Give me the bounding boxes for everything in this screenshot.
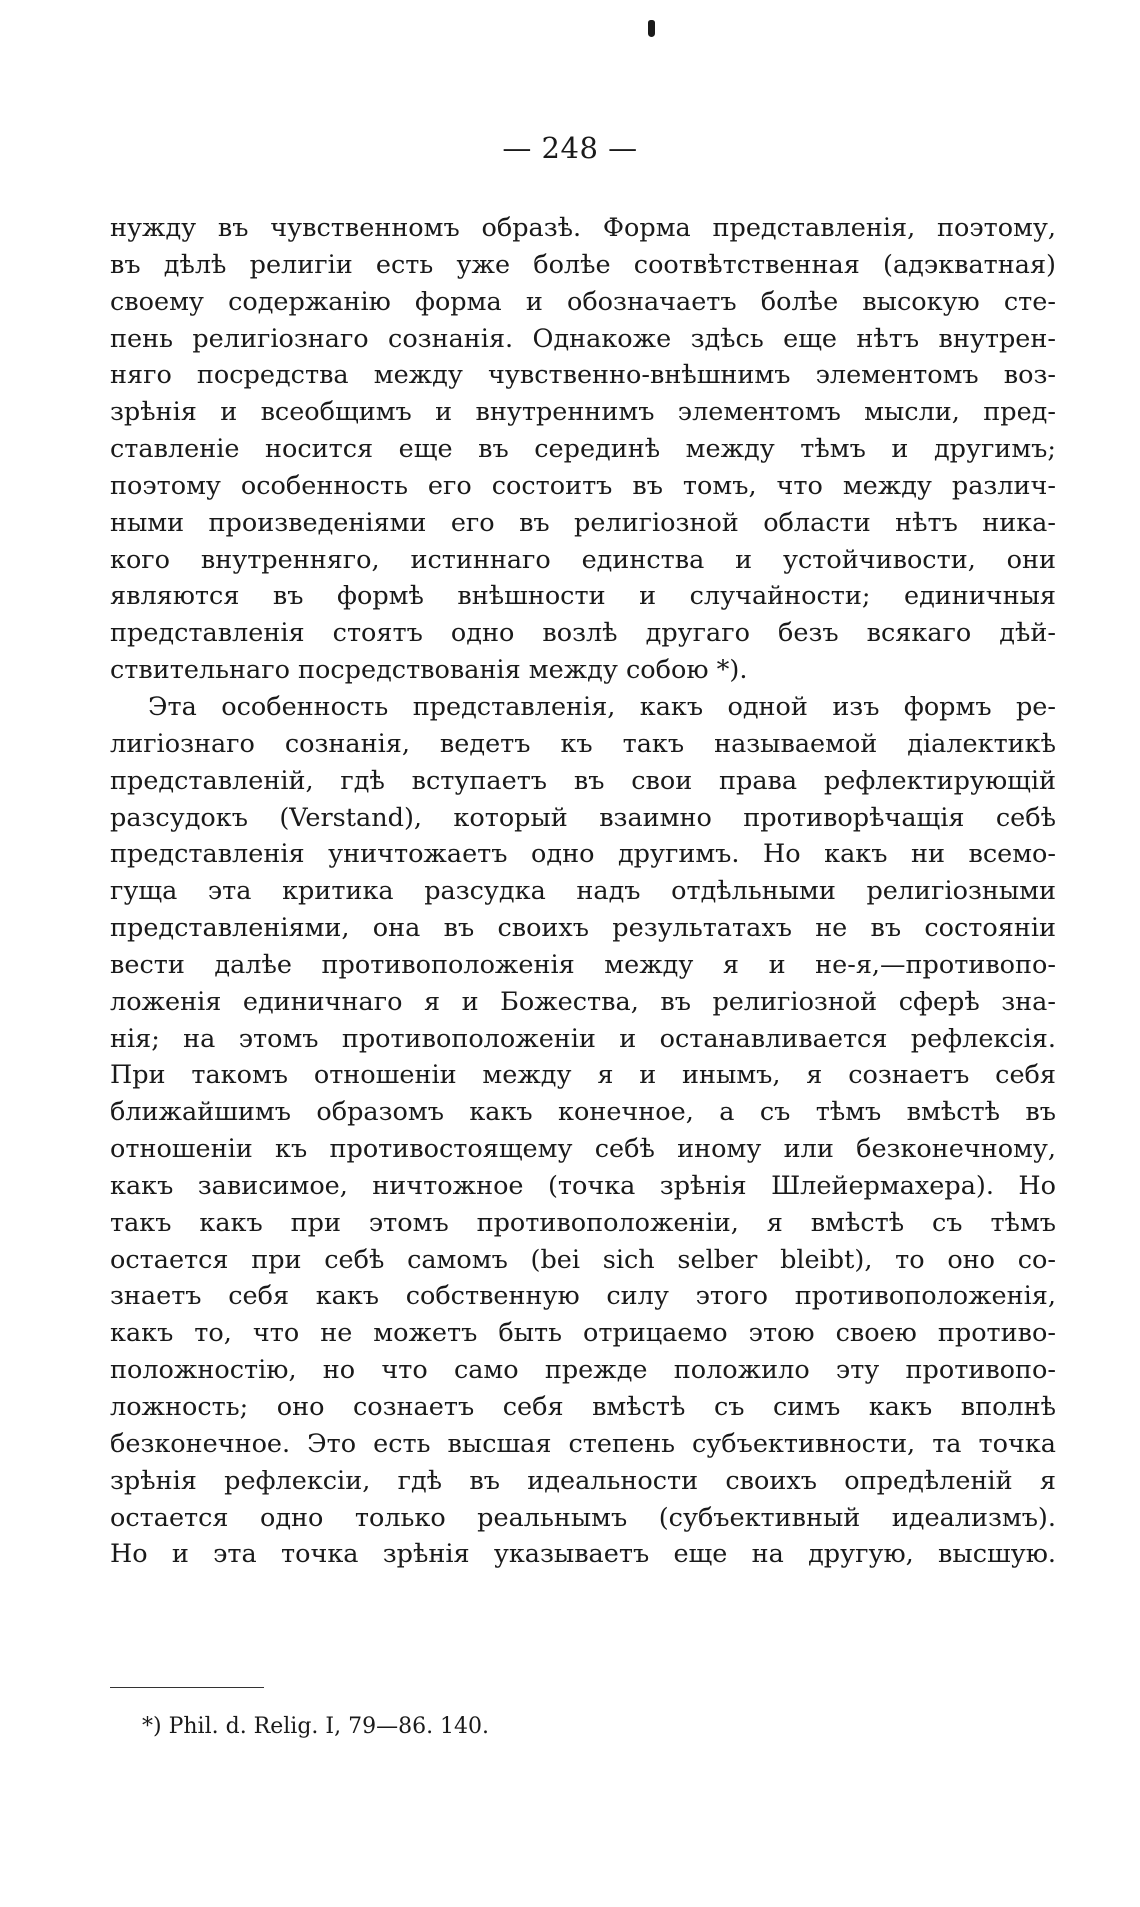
text-line: ставленіе носится еще въ серединѣ между тѣмъ и другимъ; [110,434,1056,465]
text-line: представленій, гдѣ вступаетъ въ свои права рефлектирующій [110,765,1056,796]
text-line: кого внутренняго, истиннаго единства и устойчивости, они [110,544,1056,575]
text-line: Но и эта точка зрѣнія указываетъ еще на другую, высшую. [110,1539,1056,1570]
text-line: положностію, но что само прежде положило эту противопо- [110,1355,1056,1386]
text-line: лигіознаго сознанія, ведетъ къ такъ называемой діалектикѣ [110,728,1056,759]
text-line: такъ какъ при этомъ противоположеніи, я вмѣстѣ съ тѣмъ [110,1207,1056,1238]
text-line: въ дѣлѣ религіи есть уже болѣе соотвѣтственная (адэкватная) [110,249,1056,280]
text-line: поэтому особенность его состоитъ въ томъ, что между различ- [110,470,1056,501]
text-line: вести далѣе противоположенія между я и не-я,—противопо- [110,949,1056,980]
text-line: ствительнаго посредствованія между собою *). [110,655,748,686]
text-line: остается одно только реальнымъ (субъективный идеализмъ). [110,1502,1056,1533]
body-text [110,210,1056,1573]
text-line: гуща эта критика разсудка надъ отдѣльными религіозными [110,876,1056,907]
text-line: остается при себѣ самомъ (bei sich selber bleibt), то оно со- [110,1244,1056,1275]
footnote-divider [110,1687,264,1688]
text-line: няго посредства между чувственно-внѣшнимъ элементомъ воз- [110,360,1056,391]
text-line: нія; на этомъ противоположеніи и останавливается рефлексія. [110,1023,1056,1054]
text-line: ложенія единичнаго я и Божества, въ религіозной сферѣ зна- [110,986,1056,1017]
text-line: зрѣнія рефлексіи, гдѣ въ идеальности своихъ опредѣленій я [110,1465,1056,1496]
text-line: отношеніи къ противостоящему себѣ иному или безконечному, [110,1134,1056,1165]
text-line: При такомъ отношеніи между я и инымъ, я сознаетъ себя [110,1060,1056,1091]
text-line: ближайшимъ образомъ какъ конечное, а съ тѣмъ вмѣстѣ въ [110,1097,1056,1128]
text-line: ными произведеніями его въ религіозной области нѣтъ никa- [110,507,1056,538]
text-line: ложность; оно сознаетъ себя вмѣстѣ съ симъ какъ вполнѣ [110,1392,1056,1422]
text-line: разсудокъ (Verstand), который взаимно противорѣчащія себѣ [110,802,1056,833]
ink-speck [648,20,655,37]
text-line: своему содержанію форма и обозначаетъ болѣе высокую сте- [110,286,1056,317]
text-line: знаетъ себя какъ собственную силу этого противоположенія, [110,1281,1056,1312]
text-line: являются въ формѣ внѣшности и случайности; единичныя [110,581,1056,612]
text-line: представленія уничтожаетъ одно другимъ. Но какъ ни всемо- [110,839,1056,870]
text-line: представленія стоятъ одно возлѣ другаго безъ всякаго дѣй- [110,618,1056,649]
text-line: нужду въ чувственномъ образѣ. Форма представленія, поэтому, [110,213,1056,243]
text-line: представленіями, она въ своихъ результатахъ не въ состояніи [110,913,1056,944]
text-line: какъ то, что не можетъ быть отрицаемо этою своею противо- [110,1318,1056,1349]
footnote: *) Phil. d. Relig. I, 79—86. 140. [142,1714,490,1739]
text-line: безконечное. Это есть высшая степень субъективности, та точка [110,1428,1056,1459]
text-line: зрѣнія и всеобщимъ и внутреннимъ элементомъ мысли, пред- [110,397,1056,428]
text-line: пень религіознаго сознанія. Однакоже здѣсь еще нѣтъ внутрен- [110,323,1056,354]
text-line: какъ зависимое, ничтожное (точка зрѣнія Шлейермахера). Но [110,1170,1056,1201]
page-number: — 248 — [502,131,638,165]
paragraph-start-line: Эта особенность представленія, какъ одной изъ формъ ре- [148,691,1056,722]
